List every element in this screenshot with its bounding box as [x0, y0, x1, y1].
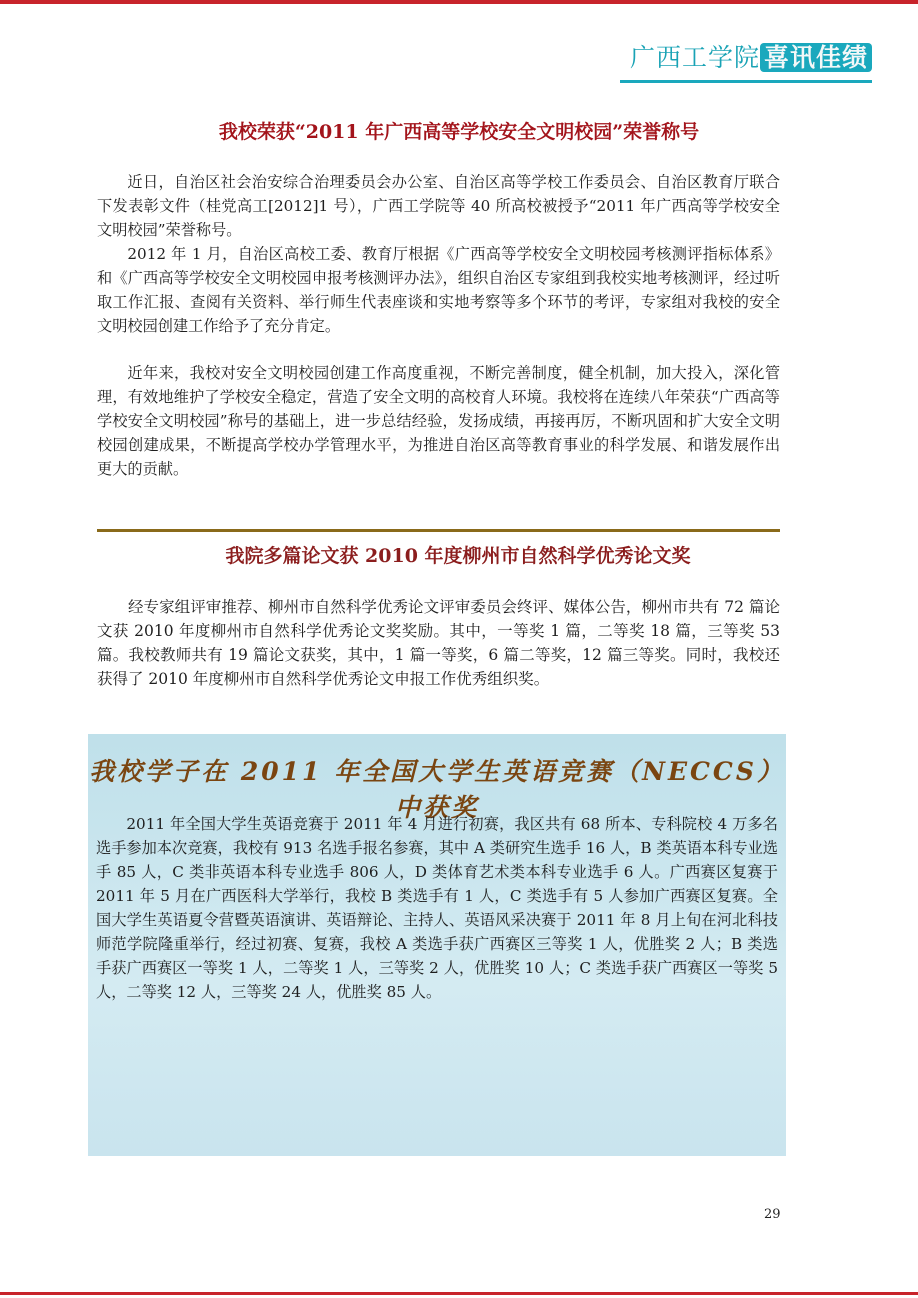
article1-paragraph-3: 近年来，我校对安全文明校园创建工作高度重视，不断完善制度，健全机制，加大投入，深化管理，有效地维护了学校安全稳定，营造了安全文明的高校育人环境。我校将在连续八年荣获“广西高等学校安全文明校园”称号的基础上，进一步总结经验，发扬成绩，再接再厉，不断巩固和扩大安全文明校园创建成果，不断提高学校办学管理水平，为推进自治区高等教育事业的科学发展、和谐发展作出更大的贡献。 — [97, 364, 780, 478]
top-border — [0, 0, 918, 4]
article1-paragraph-1: 近日，自治区社会治安综合治理委员会办公室、自治区高等学校工作委员会、自治区教育厅联合下发表彰文件（桂党高工[2012]1 号），广西工学院等 40 所高校被授予“2011 年广西高等学校安全文明校园”荣誉称号。 — [97, 173, 780, 239]
article2-title: 我院多篇论文获 2010 年度柳州市自然科学优秀论文奖 — [225, 545, 691, 567]
section-divider — [97, 529, 780, 532]
bottom-border — [0, 1292, 918, 1295]
page-number: 29 — [764, 1207, 781, 1222]
header-section-name: 喜讯佳绩 — [760, 43, 872, 72]
header-school-name: 广西工学院 — [629, 43, 760, 72]
header-underline — [620, 80, 872, 83]
neccs-panel — [88, 734, 786, 1156]
article3-paragraph-1: 2011 年全国大学生英语竞赛于 2011 年 4 月进行初赛，我区共有 68 所本、专科院校 4 万多名选手参加本次竞赛，我校有 913 名选手报名参赛，其中 A 类研究生选手 16 人，B 类英语本科专业选手 85 人，C 类非英语本科专业选手 806 人，D 类体育艺术类本科专业选手 6 人。广西赛区复赛于 2011 年 5 月在广西医科大学举行，我校 B 类选手有 1 人，C 类选手有 5 人参加广西赛区复赛。全国大学生英语夏令营暨英语演讲、英语辩论、主持人、英语风采决赛于 2011 年 8 月上旬在河北科技师范学院隆重举行，经过初赛、复赛，我校 A 类选手获广西赛区三等奖 1 人，优胜奖 2 人；B 类选手获广西赛区一等奖 1 人，二等奖 1 人，三等奖 2 人，优胜奖 10 人；C 类选手获广西赛区一等奖 5 人，二等奖 12 人，三等奖 24 人，优胜奖 85 人。 — [96, 815, 778, 1001]
section-header — [630, 38, 872, 74]
article1-paragraph-2: 2012 年 1 月，自治区高校工委、教育厅根据《广西高等学校安全文明校园考核测评指标体系》和《广西高等学校安全文明校园申报考核测评办法》，组织自治区专家组到我校实地考核测评，经过听取工作汇报、查阅有关资料、举行师生代表座谈和实地考察等多个环节的考评，专家组对我校的安全文明校园创建工作给予了充分肯定。 — [97, 245, 780, 335]
article1-title: 我校荣获“2011 年广西高等学校安全文明校园”荣誉称号 — [218, 121, 700, 143]
article3-title: 我校学子在 2011 年全国大学生英语竞赛（NECCS）中获奖 — [89, 757, 785, 822]
article2-paragraph-1: 经专家组评审推荐、柳州市自然科学优秀论文评审委员会终评、媒体公告，柳州市共有 72 篇论文获 2010 年度柳州市自然科学优秀论文奖奖励。其中，一等奖 1 篇，二等奖 18 篇，三等奖 53 篇。我校教师共有 19 篇论文获奖，其中，1 篇一等奖，6 篇二等奖，12 篇三等奖。同时，我校还获得了 2010 年度柳州市自然科学优秀论文申报工作优秀组织奖。 — [97, 598, 780, 688]
